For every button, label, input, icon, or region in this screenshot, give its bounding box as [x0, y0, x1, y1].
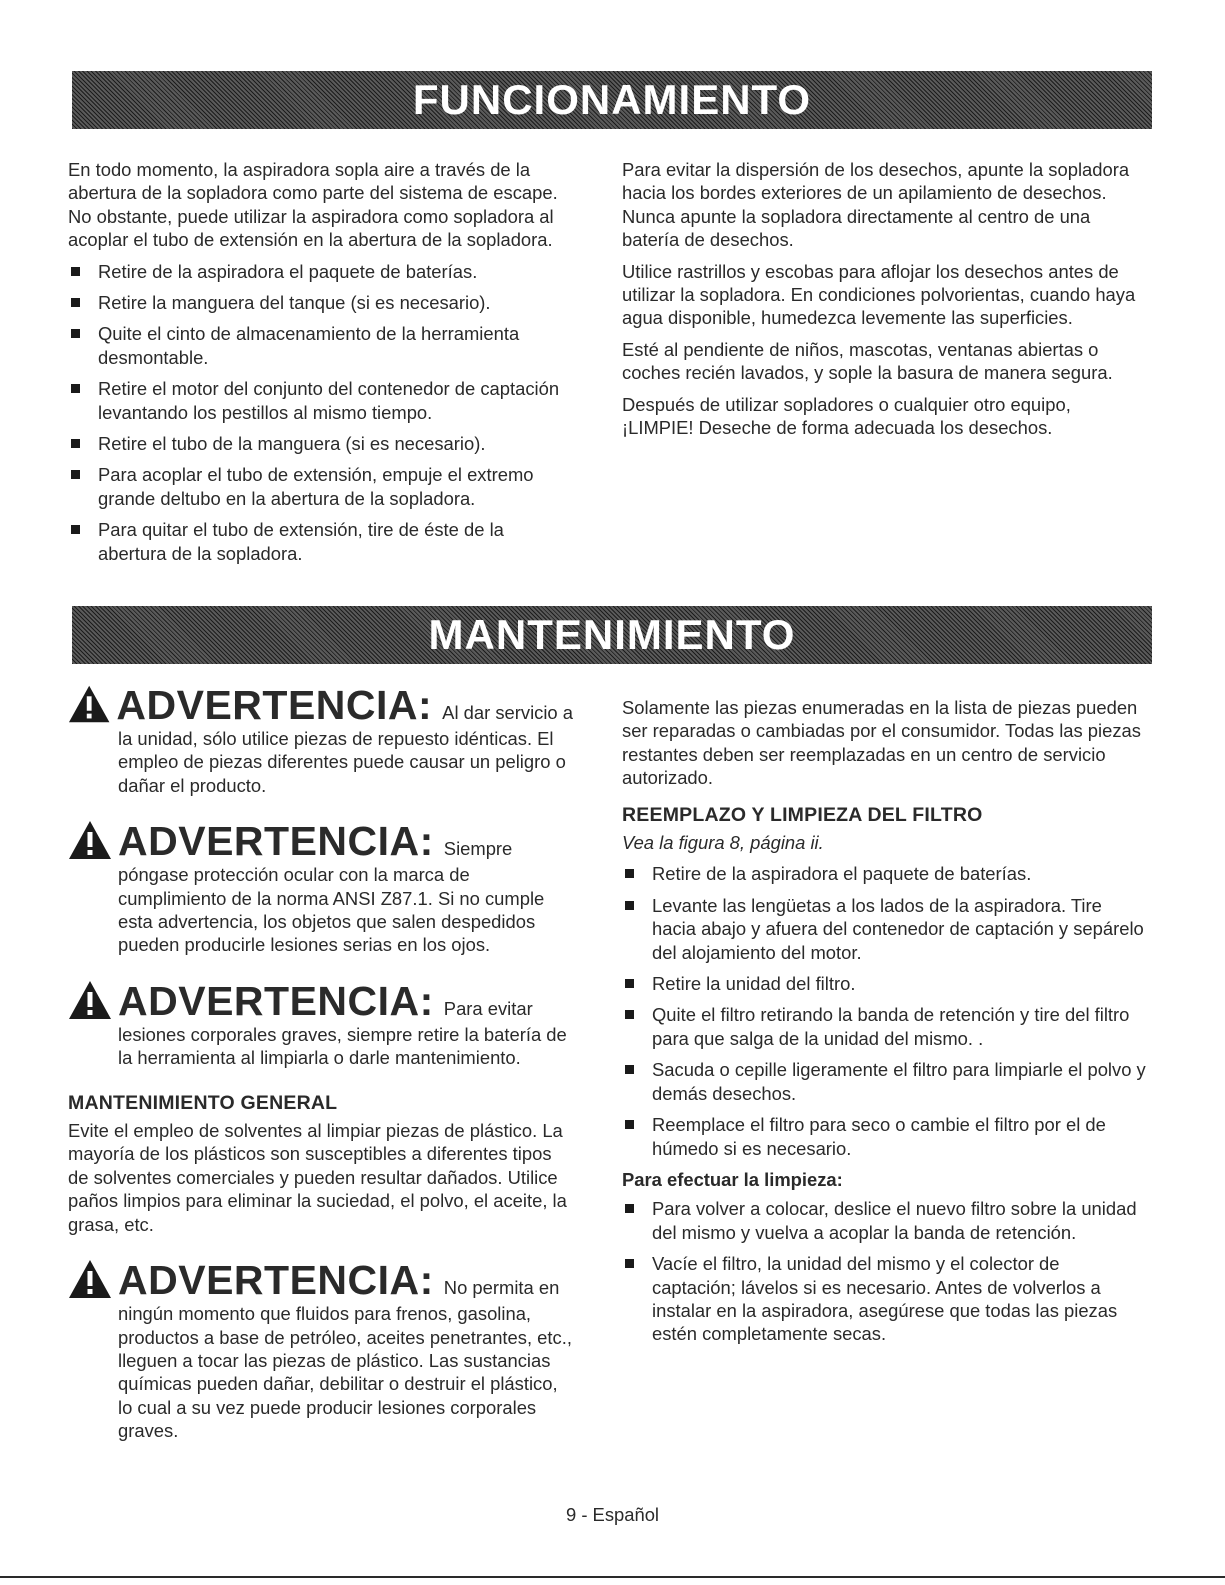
blower-steps-list	[68, 260, 568, 565]
square-bullet-icon	[625, 1065, 634, 1074]
list-item: Para volver a colocar, deslice el nuevo filtro sobre la unidad del mismo y vuelva a acoplar la banda de retención.	[622, 1197, 1147, 1244]
warning-triangle-icon	[68, 684, 110, 724]
figure-reference: Vea la figura 8, página ii.	[622, 832, 824, 854]
square-bullet-icon	[625, 1120, 634, 1129]
list-item: Retire el motor del conjunto del contenedor de captación levantando los pestillos al mismo tiempo.	[68, 377, 568, 424]
funcionamiento-right-column	[622, 158, 1147, 447]
warning-lead: Para evitar	[443, 997, 533, 1019]
general-maintenance-text: Evite el empleo de solventes al limpiar piezas de plástico. La mayoría de los plásticos son susceptibles a diferentes tipos de solventes comerciales y pueden resultar dañados. Utilice paños limpios para eliminar la suciedad, el polvo, el aceite, la grasa, etc.	[68, 1120, 567, 1235]
cleaning-steps-list	[622, 1197, 1147, 1345]
list-item: Retire la manguera del tanque (si es necesario).	[68, 291, 568, 314]
list-item: Para quitar el tubo de extensión, tire de éste de la abertura de la sopladora.	[68, 518, 568, 565]
general-maintenance-heading: MANTENIMIENTO GENERAL	[68, 1091, 338, 1114]
warning-title: ADVERTENCIA:	[118, 818, 434, 865]
warning-triangle-icon	[68, 820, 112, 860]
square-bullet-icon	[625, 1010, 634, 1019]
mantenimiento-right-column	[622, 696, 1147, 1354]
warning-lead: Siempre	[443, 838, 513, 860]
square-bullet-icon	[625, 979, 634, 988]
list-item: Retire la unidad del filtro.	[622, 972, 1147, 995]
intro-paragraph: En todo momento, la aspiradora sopla aire a través de la abertura de la sopladora como parte del sistema de escape. No obstante, puede utilizar la aspiradora como sopladora al acoplar el tubo de extensión en la abertura de la sopladora.	[68, 159, 558, 251]
funcionamiento-left-column	[68, 158, 568, 573]
section-title: FUNCIONAMIENTO	[412, 76, 812, 123]
square-bullet-icon	[625, 869, 634, 878]
warning-body: la unidad, sólo utilice piezas de repuesto idénticas. El empleo de piezas diferentes puede causar un peligro o dañar el producto.	[118, 728, 566, 796]
list-item: Sacuda o cepille ligeramente el filtro para limpiarle el polvo y demás desechos.	[622, 1058, 1147, 1105]
paragraph: Para evitar la dispersión de los desechos, apunte la sopladora hacia los bordes exteriores de un apilamiento de desechos. Nunca apunte la sopladora directamente al centro de una batería de desechos.	[622, 159, 1130, 251]
intro-paragraph: Solamente las piezas enumeradas en la lista de piezas pueden ser reparadas o cambiadas por el consumidor. Todas las piezas restantes deben ser reemplazadas en un centro de servicio autorizado.	[622, 697, 1141, 789]
list-item: Retire de la aspiradora el paquete de baterías.	[622, 862, 1147, 885]
paragraph: Esté al pendiente de niños, mascotas, ventanas abiertas o coches recién lavados, y sople la basura de manera segura.	[622, 338, 1113, 384]
warning-title: ADVERTENCIA:	[116, 682, 433, 728]
square-bullet-icon	[71, 439, 80, 448]
square-bullet-icon	[71, 298, 80, 307]
section-banner-mantenimiento	[72, 606, 1152, 664]
section-title: MANTENIMIENTO	[428, 611, 796, 658]
list-item: Quite el cinto de almacenamiento de la herramienta desmontable.	[68, 322, 568, 369]
warning-title: ADVERTENCIA:	[118, 1257, 434, 1304]
mantenimiento-left-column	[68, 683, 573, 1465]
page-number: 9 - Español	[565, 1504, 660, 1525]
section-banner-funcionamiento	[72, 71, 1152, 129]
square-bullet-icon	[71, 267, 80, 276]
square-bullet-icon	[71, 470, 80, 479]
square-bullet-icon	[625, 901, 634, 910]
warning-block	[68, 819, 573, 957]
paragraph: Después de utilizar sopladores o cualquier otro equipo, ¡LIMPIE! Deseche de forma adecuada los desechos.	[622, 393, 1071, 439]
square-bullet-icon	[71, 525, 80, 534]
warning-body: lesiones corporales graves, siempre retire la batería de la herramienta al limpiarla o darle mantenimiento.	[118, 1023, 567, 1069]
warning-body: ningún momento que fluidos para frenos, gasolina, productos a base de petróleo, aceites penetrantes, etc., lleguen a tocar las piezas de plástico. Las sustancias químicas pueden dañar, debilitar o destruir el plástico, lo cual a su vez puede producir lesiones corporales graves.	[118, 1303, 572, 1442]
warning-triangle-icon	[68, 1259, 112, 1299]
warning-lead: Al dar servicio a	[442, 702, 573, 723]
warning-block	[68, 1258, 573, 1442]
list-item: Quite el filtro retirando la banda de retención y tire del filtro para que salga de la unidad del mismo. .	[622, 1003, 1147, 1050]
list-item: Vacíe el filtro, la unidad del mismo y el colector de captación; lávelos si es necesario. Antes de volverlos a instalar en la aspiradora, asegúrese que todas las piezas estén completamente secas.	[622, 1252, 1147, 1346]
square-bullet-icon	[71, 329, 80, 338]
filter-heading: REEMPLAZO Y LIMPIEZA DEL FILTRO	[622, 803, 983, 826]
warning-body: póngase protección ocular con la marca de cumplimiento de la norma ANSI Z87.1. Si no cumple esta advertencia, los objetos que salen despedidos pueden producirle lesiones serias en los ojos.	[118, 864, 545, 956]
list-item: Retire de la aspiradora el paquete de baterías.	[68, 260, 568, 283]
square-bullet-icon	[71, 384, 80, 393]
warning-title: ADVERTENCIA:	[118, 977, 434, 1024]
list-item: Reemplace el filtro para seco o cambie el filtro por el de húmedo si es necesario.	[622, 1113, 1147, 1160]
paragraph: Utilice rastrillos y escobas para aflojar los desechos antes de utilizar la sopladora. En condiciones polvorientas, cuando haya agua disponible, humedezca levemente las superficies.	[622, 260, 1136, 329]
list-item: Retire el tubo de la manguera (si es necesario).	[68, 432, 568, 455]
list-item: Levante las lengüetas a los lados de la aspiradora. Tire hacia abajo y afuera del contenedor de captación y sepárelo del alojamiento del motor.	[622, 894, 1147, 964]
filter-steps-list	[622, 862, 1147, 1159]
warning-triangle-icon	[68, 980, 112, 1020]
square-bullet-icon	[625, 1259, 634, 1268]
list-item: Para acoplar el tubo de extensión, empuje el extremo grande deltubo en la abertura de la sopladora.	[68, 463, 568, 510]
cleaning-heading: Para efectuar la limpieza:	[622, 1168, 843, 1190]
square-bullet-icon	[625, 1204, 634, 1213]
warning-lead: No permita en	[443, 1277, 560, 1299]
bottom-divider	[0, 1576, 1225, 1578]
warning-block	[68, 683, 573, 797]
warning-block	[68, 979, 573, 1070]
